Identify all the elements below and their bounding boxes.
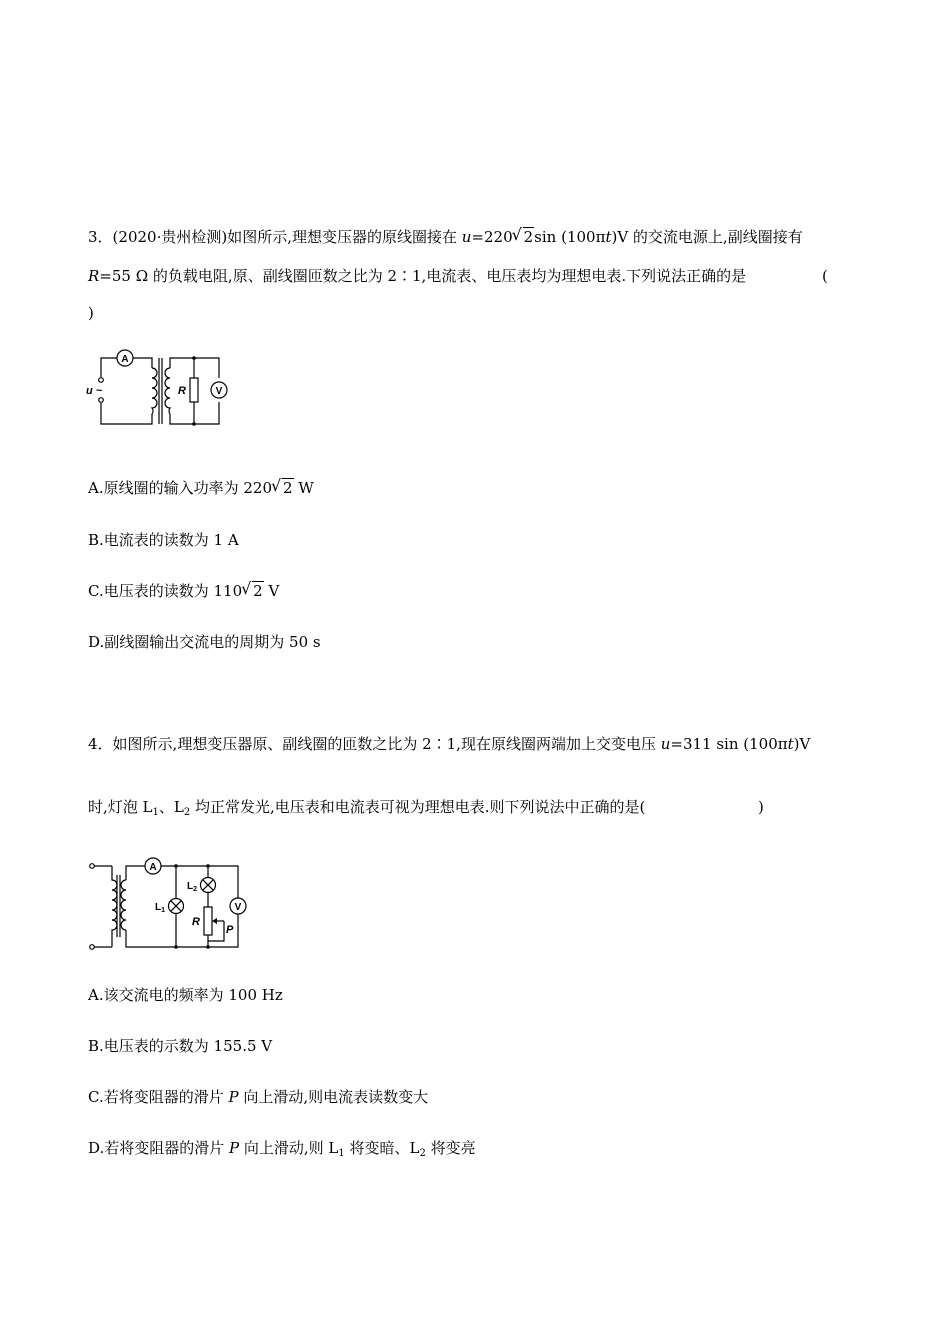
- q3-stem-line1: 3．(2020·贵州检测)如图所示,理想变压器的原线圈接在 u=220√ 2sin (100πt)V 的交流电源上,副线圈接有: [88, 227, 803, 247]
- q4-option-b[interactable]: B.电压表的示数为 155.5 V: [88, 1037, 273, 1055]
- q4-number: 4．: [88, 735, 113, 753]
- q3-option-d[interactable]: D.副线圈输出交流电的周期为 50 s: [88, 633, 321, 651]
- q3-ac-symbol: ~: [96, 385, 103, 397]
- q3-source-label: u: [86, 385, 93, 397]
- q3-option-a[interactable]: A.原线圈的输入功率为 220√ 2 W: [88, 478, 314, 498]
- q3-ammeter-label: A: [121, 354, 129, 365]
- q3-resistor-label: R: [178, 385, 186, 397]
- sqrt-symbol: √ 2: [252, 581, 264, 600]
- q3-number: 3．: [88, 228, 113, 246]
- svg-text:L1: $L_1$: [155, 902, 166, 914]
- q3-option-c[interactable]: C.电压表的读数为 110√ 2 V: [88, 581, 279, 601]
- q4-lamp2-label: L: [187, 881, 194, 892]
- q3-answer-paren-open: (: [822, 267, 828, 285]
- q4-option-a[interactable]: A.该交流电的频率为 100 Hz: [88, 986, 283, 1004]
- q4-lamp1-label: L: [155, 902, 162, 913]
- q3-source: (2020·贵州检测): [112, 228, 228, 246]
- q3-answer-paren-close: ): [88, 304, 94, 322]
- q4-slider-label: P: [226, 924, 234, 936]
- q4-resistor-label: R: [192, 916, 200, 928]
- q4-stem-line2: 时,灯泡 $L_1$、$L_2$ 均正常发光,电压表和电流表可视为理想电表.则下列说法中正确的是(: [88, 798, 646, 818]
- q4-option-c[interactable]: C.若将变阻器的滑片 P 向上滑动,则电流表读数变大: [88, 1088, 429, 1106]
- q4-option-d[interactable]: D.若将变阻器的滑片 P 向上滑动,则 $L_1$ 将变暗、$L_2$ 将变亮: [88, 1139, 476, 1159]
- q3-voltmeter-label: V: [215, 386, 223, 397]
- q4-answer-paren-close: ): [758, 798, 764, 816]
- svg-text:L2: $L_2$: [187, 881, 198, 893]
- q4-stem-line1: 4．如图所示,理想变压器原、副线圈的匝数之比为 2∶1,现在原线圈两端加上交变电压 u=311 sin (100πt)V: [88, 735, 811, 753]
- sqrt-symbol: √ 2: [523, 227, 535, 246]
- q4-voltmeter-label: V: [234, 902, 242, 913]
- q4-ammeter-label: A: [149, 862, 157, 873]
- q4-circuit-diagram: [86, 855, 256, 955]
- q3-option-b[interactable]: B.电流表的读数为 1 A: [88, 531, 239, 549]
- q3-circuit-diagram: [86, 350, 246, 430]
- sqrt-symbol: √ 2: [282, 478, 294, 497]
- q3-stem-line2: R=55 Ω 的负载电阻,原、副线圈匝数之比为 2∶1,电流表、电压表均为理想电表.下列说法正确的是: [88, 267, 747, 285]
